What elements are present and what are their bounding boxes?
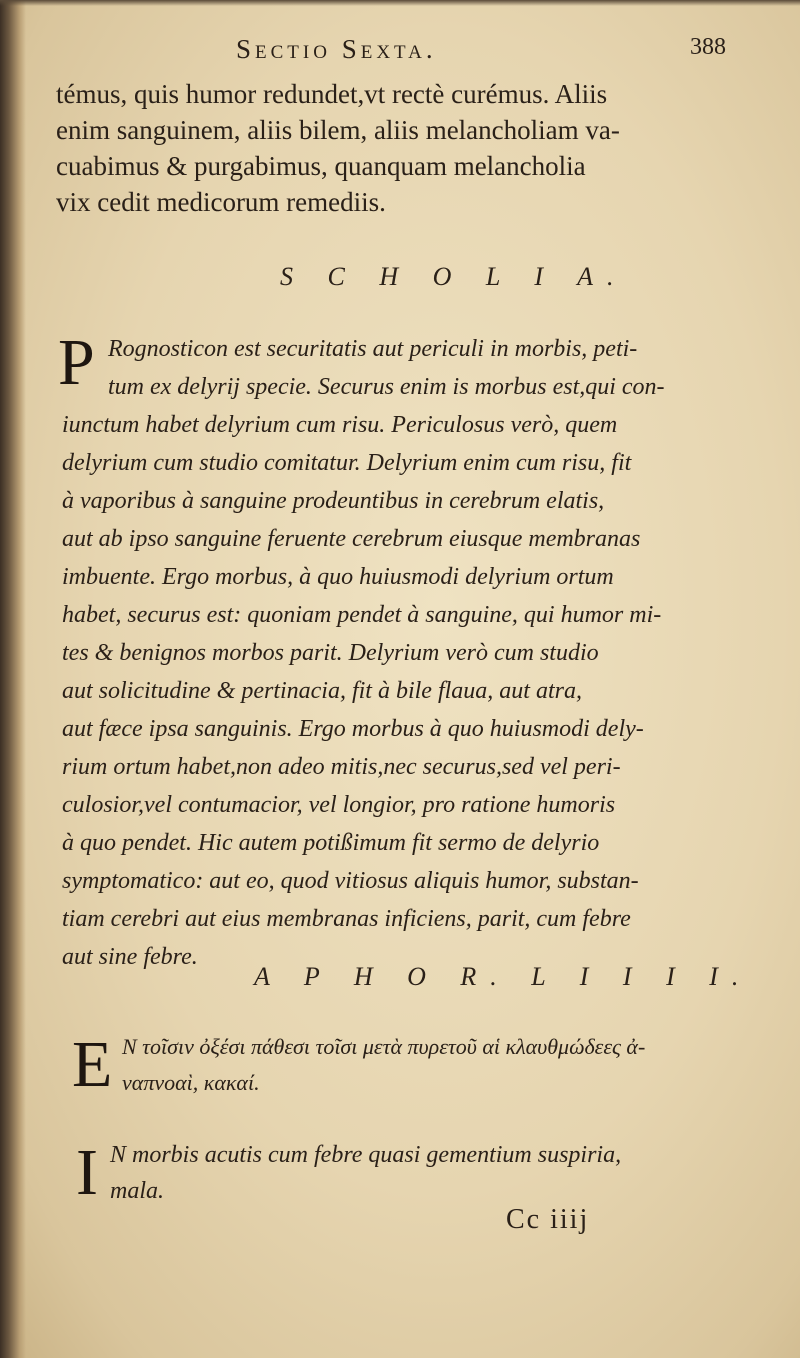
signature-mark: Cc iiij [506, 1204, 590, 1235]
scholia-line: rium ortum habet,non adeo mitis,nec securus,sed vel peri- [62, 754, 621, 780]
aphorism-heading: A P H O R. L I I I I. [254, 962, 753, 991]
scholia-line: tes & benignos morbos parit. Delyrium verò cum studio [62, 640, 599, 666]
greek-line: ναπνοαὶ, κακαί. [122, 1070, 260, 1095]
latin-dropcap: I [76, 1136, 98, 1209]
scholia-line: symptomatico: aut eo, quod vitiosus aliquis humor, substan- [62, 868, 639, 894]
scholia-line: tum ex delyrij specie. Securus enim is morbus est,qui con- [108, 374, 665, 400]
scholia-line: habet, securus est: quoniam pendet à sanguine, qui humor mi- [62, 602, 662, 628]
body-line: enim sanguinem, aliis bilem, aliis melancholiam va- [56, 115, 620, 145]
body-line: vix cedit medicorum remediis. [56, 187, 386, 217]
body-line: cuabimus & purgabimus, quanquam melancholia [56, 151, 586, 181]
scholia-line: Rognosticon est securitatis aut periculi in morbis, peti- [108, 336, 638, 362]
greek-line: Ν τοῖσιν ὀξέσι πάθεσι τοῖσι μετὰ πυρετοῦ αἱ κλαυθμώδεες ἀ- [122, 1034, 646, 1059]
page-number: 388 [690, 34, 726, 60]
scholia-line: delyrium cum studio comitatur. Delyrium enim cum risu, fit [62, 450, 632, 476]
scholia-dropcap: P [58, 326, 95, 399]
scholia-line: aut ab ipso sanguine feruente cerebrum eiusque membranas [62, 526, 641, 552]
greek-dropcap: E [72, 1028, 113, 1101]
body-line: témus, quis humor redundet,vt rectè curémus. Aliis [56, 79, 608, 109]
scholia-line: imbuente. Ergo morbus, à quo huiusmodi delyrium ortum [62, 564, 614, 590]
scholia-heading: S C H O L I A. [280, 262, 628, 291]
scholia-line: aut sine febre. [62, 944, 198, 970]
book-binding-shadow [0, 0, 26, 1358]
latin-line: N morbis acutis cum febre quasi gementium suspiria, [110, 1142, 622, 1168]
scholia-line: aut fæce ipsa sanguinis. Ergo morbus à quo huiusmodi dely- [62, 716, 644, 742]
scholia-line: aut solicitudine & pertinacia, fit à bile flaua, aut atra, [62, 678, 582, 704]
scholia-line: tiam cerebri aut eius membranas inficiens, parit, cum febre [62, 906, 631, 932]
page-top-edge [0, 0, 800, 6]
latin-line: mala. [110, 1178, 164, 1204]
scholia-line: à quo pendet. Hic autem potißimum fit sermo de delyrio [62, 830, 600, 856]
scholia-line: iunctum habet delyrium cum risu. Periculosus verò, quem [62, 412, 618, 438]
scholia-line: culosior,vel contumacior, vel longior, pro ratione humoris [62, 792, 616, 818]
running-head: Sectio Sexta. [236, 34, 437, 64]
scholia-line: à vaporibus à sanguine prodeuntibus in cerebrum elatis, [62, 488, 605, 514]
